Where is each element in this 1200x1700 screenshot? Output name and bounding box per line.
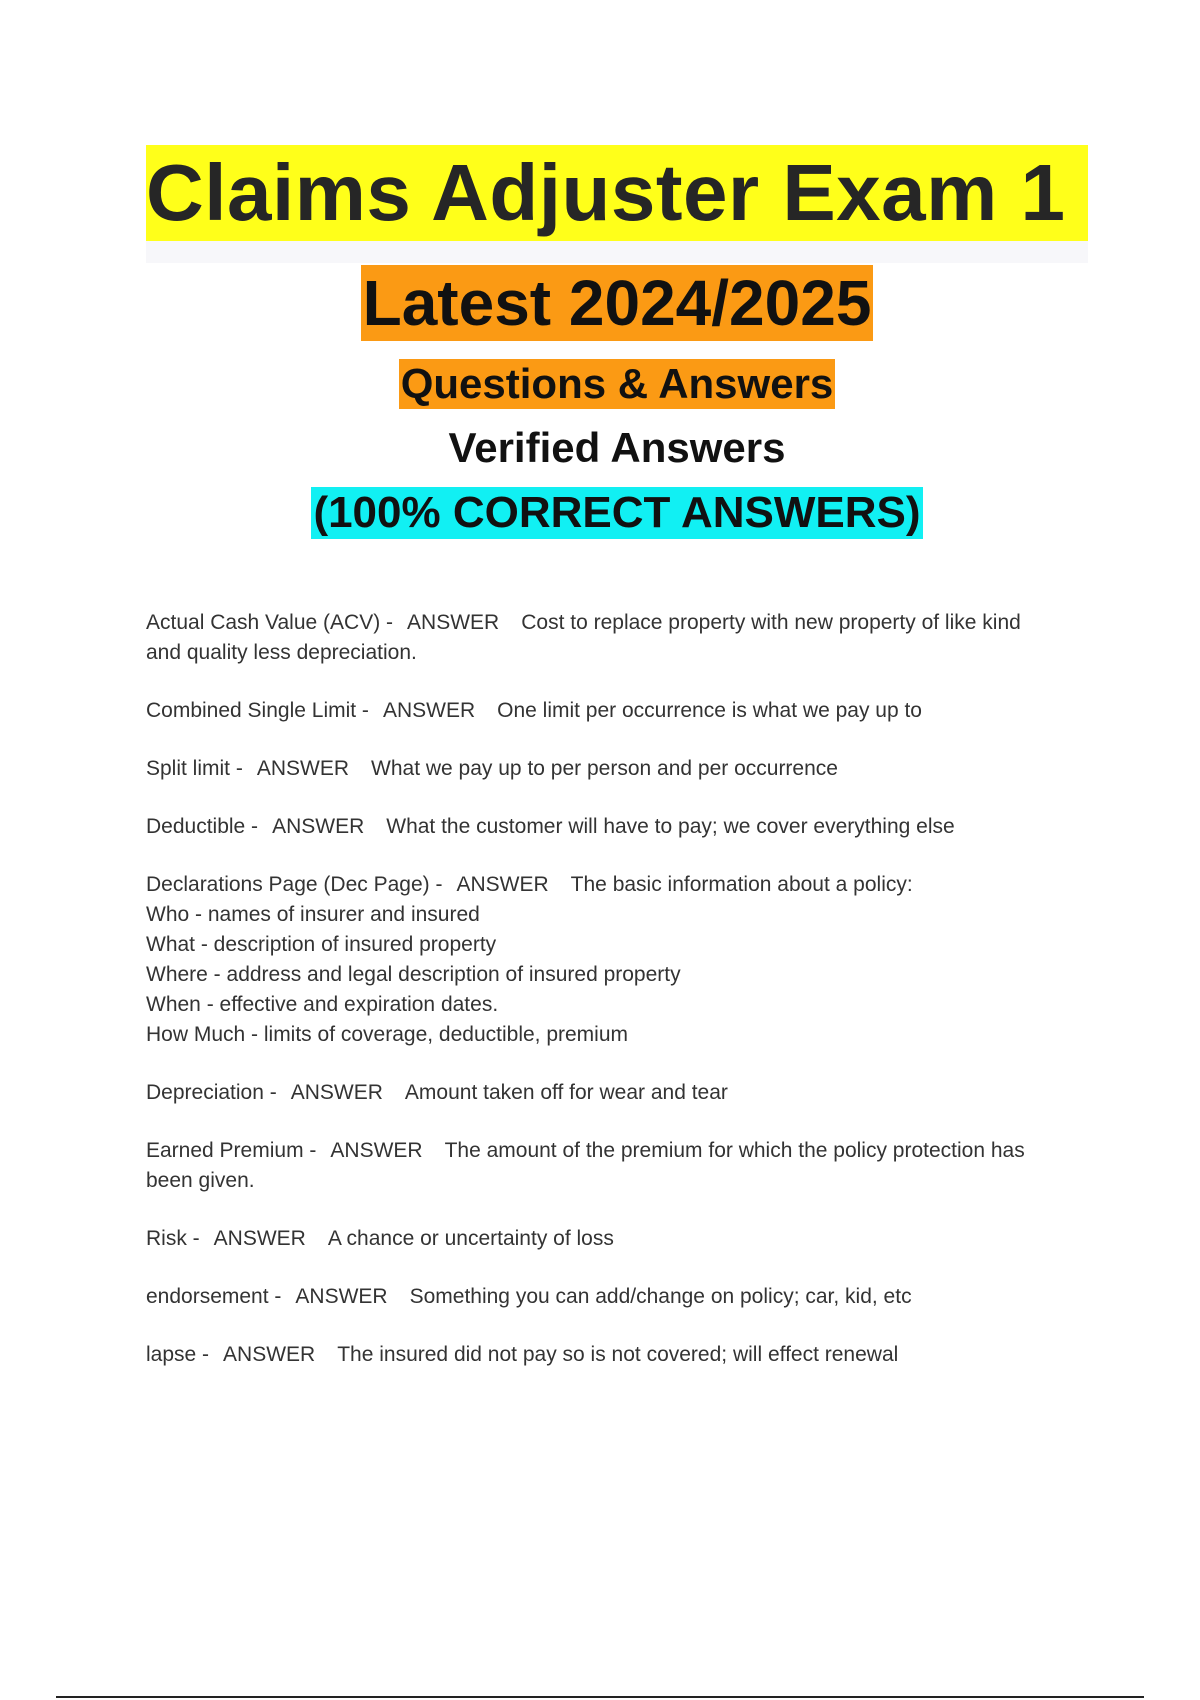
answer-label: ANSWER (223, 1343, 316, 1366)
answer-label: ANSWER (330, 1139, 423, 1162)
qa-item (146, 812, 1096, 842)
qa-definition-line: and quality less depreciation. (146, 641, 417, 664)
answer-label: ANSWER (256, 757, 350, 780)
qa-term: Actual Cash Value (ACV) - (146, 611, 394, 634)
qa-definition: The basic information about a policy: (570, 873, 913, 896)
qa-term: Depreciation - (146, 1081, 277, 1104)
qa-list (146, 608, 1096, 1398)
qa-item-first-line (146, 1282, 1096, 1312)
qa-item (146, 1136, 1096, 1196)
qa-definition: Something you can add/change on policy; car, kid, etc (409, 1285, 912, 1308)
qa-definition-line: Who - names of insurer and insured (146, 903, 480, 926)
verified-heading: Verified Answers (448, 424, 786, 471)
qa-item (146, 1078, 1096, 1108)
qa-definition-line: How Much - limits of coverage, deductible, premium (146, 1023, 629, 1046)
qa-definition: What the customer will have to pay; we cover everything else (386, 815, 955, 838)
qa-definition: The amount of the premium for which the policy protection has (444, 1139, 1025, 1162)
answer-label: ANSWER (295, 1285, 388, 1308)
qa-definition: A chance or uncertainty of loss (327, 1227, 614, 1250)
qa-item (146, 1224, 1096, 1254)
qa-definition-line: been given. (146, 1169, 255, 1192)
qa-item-first-line (146, 754, 1096, 784)
qa-heading-row (146, 359, 1088, 409)
qa-term: Split limit - (146, 757, 243, 780)
answer-label: ANSWER (213, 1227, 306, 1250)
qa-definition-line: What - description of insured property (146, 933, 497, 956)
qa-item-first-line (146, 870, 1096, 900)
qa-definition-line: When - effective and expiration dates. (146, 993, 499, 1016)
qa-item (146, 1282, 1096, 1312)
answer-label: ANSWER (272, 815, 365, 838)
qa-term: Risk - (146, 1227, 200, 1250)
answer-label: ANSWER (382, 699, 476, 722)
qa-definition: What we pay up to per person and per occurrence (371, 757, 838, 780)
qa-item (146, 1340, 1096, 1370)
qa-definition: Amount taken off for wear and tear (404, 1081, 728, 1104)
qa-item-first-line (146, 1340, 1096, 1370)
qa-term: lapse - (146, 1343, 210, 1366)
qa-item-first-line (146, 1136, 1096, 1166)
qa-item-first-line (146, 1224, 1096, 1254)
qa-heading: Questions & Answers (400, 360, 834, 407)
qa-term: Declarations Page (Dec Page) - (146, 873, 443, 896)
qa-term: Earned Premium - (146, 1139, 317, 1162)
qa-definition: Cost to replace property with new property of like kind (521, 611, 1021, 634)
qa-definition: One limit per occurrence is what we pay up to (497, 699, 922, 722)
qa-item-first-line (146, 812, 1096, 842)
correct-heading-row (146, 487, 1088, 539)
document-header (146, 145, 1088, 539)
qa-item (146, 608, 1096, 668)
qa-term: Deductible - (146, 815, 259, 838)
qa-definition-line: Where - address and legal description of insured property (146, 963, 681, 986)
qa-definition: The insured did not pay so is not covered; will effect renewal (337, 1343, 899, 1366)
answer-label: ANSWER (290, 1081, 383, 1104)
qa-item (146, 696, 1096, 726)
document-subtitle: Latest 2024/2025 (362, 267, 872, 339)
qa-item-first-line (146, 1078, 1096, 1108)
document-title: Claims Adjuster Exam 1 (146, 145, 1088, 241)
qa-item (146, 754, 1096, 784)
qa-term: endorsement - (146, 1285, 282, 1308)
answer-label: ANSWER (407, 611, 500, 634)
subtitle-row (146, 263, 1088, 341)
footer-rule (56, 1696, 1144, 1698)
qa-term: Combined Single Limit - (146, 699, 369, 722)
qa-item-first-line (146, 608, 1096, 638)
qa-item (146, 870, 1096, 1050)
title-underlay (146, 241, 1088, 263)
qa-item-first-line (146, 696, 1096, 726)
answer-label: ANSWER (456, 873, 549, 896)
correct-heading: (100% CORRECT ANSWERS) (313, 488, 921, 537)
